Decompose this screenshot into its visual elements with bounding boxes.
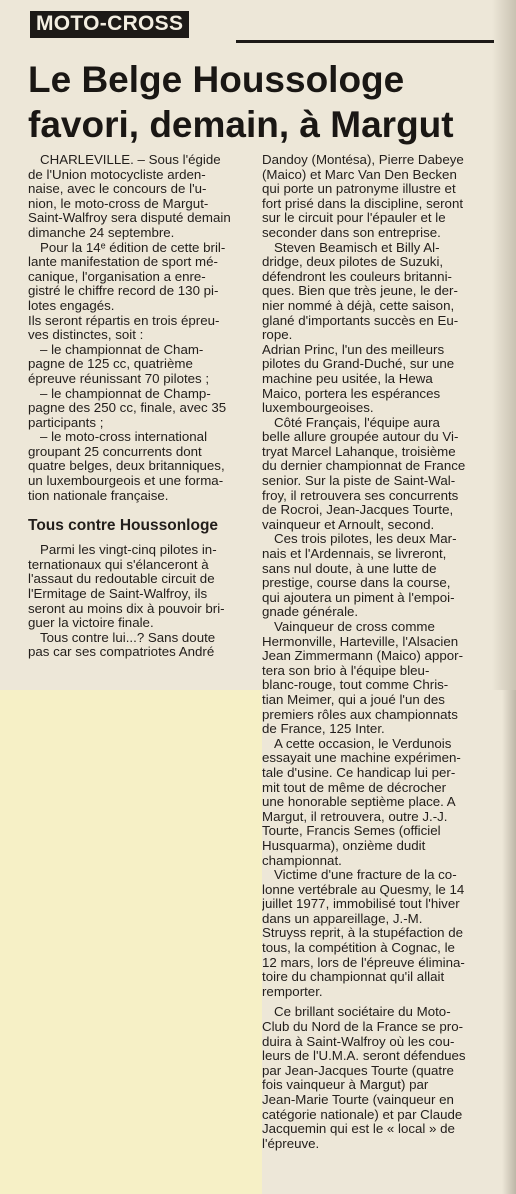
text-line: épreuve réunissant 70 pilotes ; [28,371,210,386]
text-line: juillet 1977, immobilisé tout l'hiver [262,897,460,912]
text-line: tous, la compétition à Cognac, le [262,941,455,956]
paragraph [28,153,262,241]
text-line: Margut, il retrouvera, outre J.-J. [262,809,448,824]
paragraph [28,631,262,660]
text-line: défendront les couleurs britanni- [262,269,452,284]
text-line: gistré le chiffre record de 130 pi- [28,284,219,299]
headline-line: Le Belge Houssologe [28,59,405,100]
text-line: Victime d'une fracture de la co- [274,868,457,883]
text-line: quatre belges, deux britanniques, [28,459,225,474]
text-line: tryat Marcel Lahanque, troisième [262,444,456,459]
text-line: sur le circuit pour l'épauler et le [262,211,446,226]
text-line: premiers rôles aux championnats [262,707,458,722]
text-line: participants ; [28,415,104,430]
rubric-rule [236,40,494,43]
text-line: ques. Bien que très jeune, le der- [262,284,458,299]
paragraph [262,620,506,737]
text-line: dans un appareillage, J.-M. [262,911,423,926]
text-line: Maico, portera les espérances [262,386,441,401]
text-line: dridge, deux pilotes de Suzuki, [262,255,444,270]
article-headline [28,57,508,147]
text-line: Parmi les vingt-cinq pilotes in- [40,543,217,558]
headline-line: favori, demain, à Margut [28,104,454,145]
text-line: – le moto-cross international [40,430,208,445]
text-line: Ils seront répartis en trois épreu- [28,313,220,328]
text-line: lotes engagés. [28,298,115,313]
text-line: Club du Nord de la France se pro- [262,1020,464,1035]
paragraph [28,314,262,343]
text-line: fort prisé dans la discipline, seront [262,196,464,211]
text-line: lonne vertébrale au Quesmy, le 14 [262,882,465,897]
paragraph [262,241,506,343]
text-line: CHARLEVILLE. – Sous l'égide [40,153,221,167]
text-line: nais et l'Ardennais, se livreront, [262,547,447,562]
text-line: glané d'importants succès en Eu- [262,313,459,328]
text-line: Hermonville, Harteville, l'Alsacien [262,634,459,649]
text-line: du dernier championnat de France [262,459,466,474]
paragraph [262,1005,506,1151]
text-line: tian Meimer, qui a joué l'un des [262,692,445,707]
text-line: Saint-Walfroy sera disputé demain [28,211,231,226]
text-line: Ce brillant sociétaire du Moto- [274,1005,451,1020]
text-line: l'assaut du redoutable circuit de [28,572,215,587]
text-line: Tourte, Francis Semes (officiel [262,824,441,839]
text-line: de l'Union motocycliste arden- [28,167,206,182]
list-item [28,343,262,387]
text-line: essayait une machine expérimen- [262,751,461,766]
text-line: dimanche 24 septembre. [28,225,175,240]
text-line: seconder dans son entreprise. [262,225,441,240]
subheading: Tous contre Houssonloge [28,517,219,535]
text-line: – le championnat de Cham- [40,342,204,357]
text-line: l'épreuve. [262,1136,320,1151]
text-line: leurs de l'U.M.A. seront défendues [262,1049,466,1064]
text-line: nier nommé à déjà, cette saison, [262,298,455,313]
text-line: pagne de 125 cc, quatrième [28,357,193,372]
text-line: l'Ermitage de Saint-Walfroy, ils [28,587,208,602]
list-item [28,387,262,431]
text-line: nion, le moto-cross de Margut- [28,196,209,211]
text-line: ternationaux qui s'élanceront à [28,557,209,572]
text-line: Steven Beamisch et Billy Al- [274,240,440,255]
text-line: par Jean-Jacques Tourte (quatre [262,1063,454,1078]
text-line: senior. Sur la piste de Saint-Wal- [262,474,456,489]
text-line: 12 mars, lors de l'épreuve élimina- [262,955,465,970]
paragraph [28,241,262,314]
text-line: mit tout de même de décrocher [262,780,447,795]
text-line: pilotes du Grand-Duché, sur une [262,357,455,372]
text-line: de France, 125 Inter. [262,722,385,737]
text-line: fois vainqueur à Margut) par [262,1078,429,1093]
text-line: remporter. [262,984,323,999]
text-line: ves distinctes, soit : [28,328,144,343]
text-line: toire du championnat qu'il allait [262,970,445,985]
section-rubric: MOTO-CROSS [30,11,189,38]
paragraph [262,153,506,241]
right-column [262,153,506,1151]
text-line: sans nul doute, à une lutte de [262,561,437,576]
text-line: seront au moins dix à pouvoir bri- [28,601,225,616]
text-line: Struyss reprit, à la stupéfaction de [262,926,464,941]
text-line: qui ajoutera un piment à l'empoi- [262,590,455,605]
text-line: championnat. [262,853,342,868]
text-line: pas car ses compatriotes André [28,645,215,660]
text-line: luxembourgeoises. [262,401,374,416]
blank-patch [0,690,262,1194]
paragraph [28,543,262,631]
text-line: – le championnat de Champ- [40,386,211,401]
text-line: froy, il retrouvera ses concurrents [262,488,459,503]
text-line: une honorable septième place. A [262,795,456,810]
text-line: Jean-Marie Tourte (vainqueur en [262,1093,454,1107]
text-line: rope. [262,328,293,343]
text-line: Tous contre lui...? Sans doute [40,630,216,645]
text-line: groupant 25 concurrents dont [28,444,202,459]
text-line: Vainqueur de cross comme [274,620,435,634]
text-line: qui porte un patronyme illustre et [262,182,456,197]
left-column [28,153,262,660]
text-line: Husquarma), onzième dudit [262,838,426,853]
text-line: duira à Saint-Walfroy où les cou- [262,1034,455,1049]
paragraph [262,343,506,416]
text-line: lante manifestation de sport mé- [28,255,218,270]
text-line: pagne des 250 cc, finale, avec 35 [28,401,227,416]
text-line: Pour la 14ᵉ édition de cette bril- [40,240,226,255]
text-line: Dandoy (Montésa), Pierre Dabeye [262,153,464,167]
paragraph [262,532,506,620]
text-line: Adrian Princ, l'un des meilleurs [262,342,445,357]
text-line: Côté Français, l'équipe aura [274,415,440,430]
text-line: machine peu usitée, la Hewa [262,371,433,386]
text-line: Jacquemin qui est le « local » de [262,1122,455,1137]
text-line: tion nationale française. [28,488,169,503]
text-line: A cette occasion, le Verdunois [274,736,452,751]
paragraph [262,416,506,533]
text-line: Ces trois pilotes, les deux Mar- [274,532,457,547]
text-line: de Rocroi, Jean-Jacques Tourte, [262,503,454,518]
text-line: blanc-rouge, tout comme Chris- [262,678,449,693]
text-line: catégorie nationale) et par Claude [262,1107,463,1122]
text-line: canique, l'organisation a enre- [28,269,206,284]
text-line: belle allure groupée autour du Vi- [262,430,459,445]
text-line: un luxembourgeois et une forma- [28,474,224,489]
list-item [28,430,262,503]
text-line: vainqueur et Arnoult, second. [262,517,435,532]
text-line: naise, avec le concours de l'u- [28,182,207,197]
text-line: tale d'usine. Ce handicap lui per- [262,765,456,780]
text-line: prestige, course dans la course, [262,576,451,591]
text-line: guer la victoire finale. [28,616,154,631]
text-line: (Maico) et Marc Van Den Becken [262,167,457,182]
paragraph [262,737,506,868]
text-line: Jean Zimmermann (Maico) appor- [262,649,463,664]
paragraph [262,868,506,999]
text-line: tera son brio à l'équipe bleu- [262,663,430,678]
text-line: gnade générale. [262,605,359,620]
